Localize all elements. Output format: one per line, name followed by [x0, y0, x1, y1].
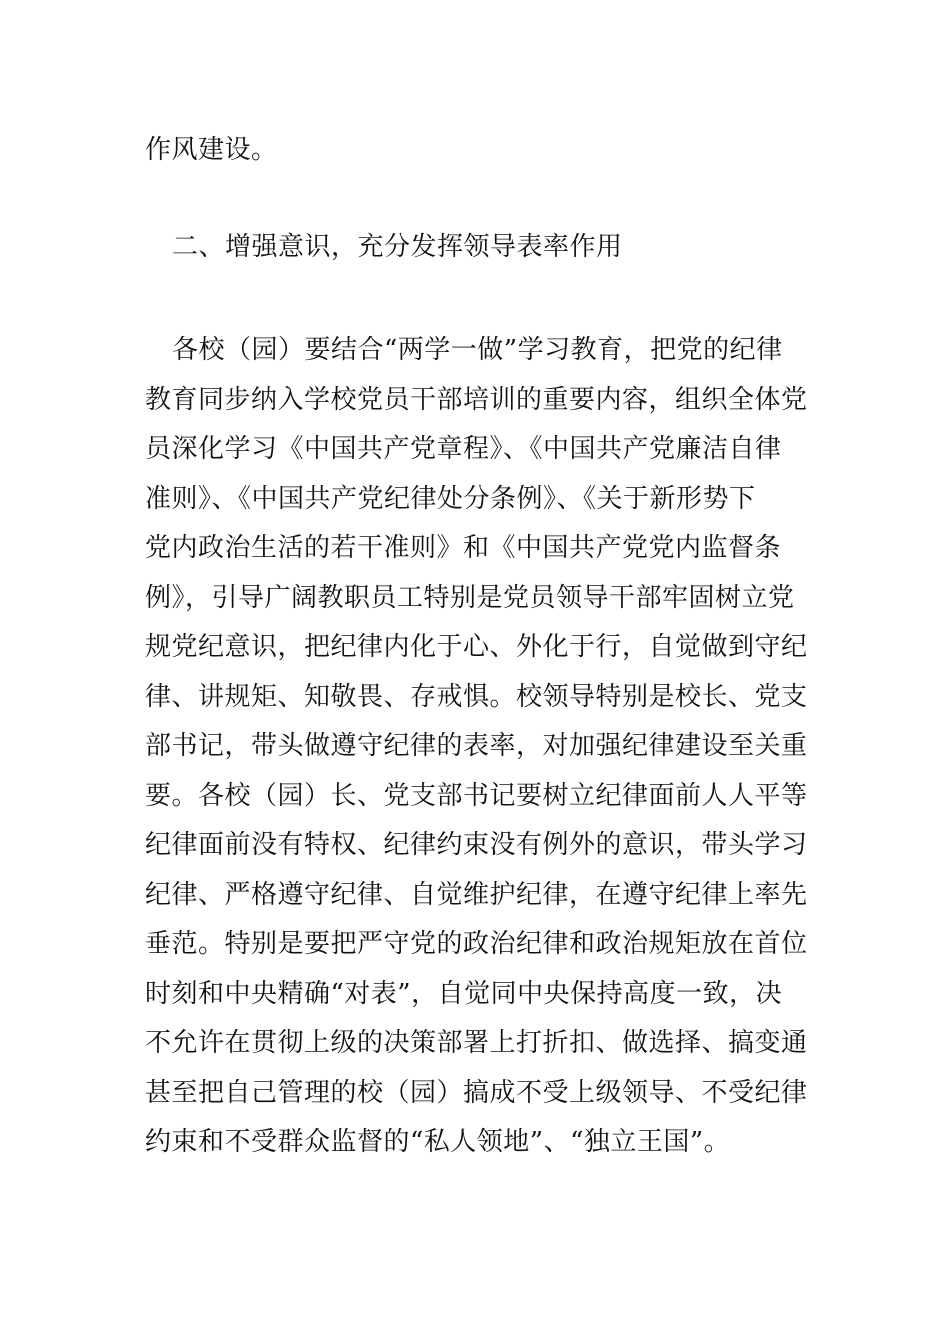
paragraph-line: 部书记，带头做遵守纪律的表率，对加强纪律建设至关重: [145, 731, 808, 761]
paragraph-line: 时刻和中央精确“对表”，自觉同中央保持高度一致，决: [145, 979, 783, 1009]
paragraph-line: 各校（园）要结合“两学一做”学习教育，把党的纪律: [172, 335, 783, 365]
paragraph-line: 纪律、严格遵守纪律、自觉维护纪律，在遵守纪律上率先: [145, 880, 808, 910]
paragraph-line: 纪律面前没有特权、纪律约束没有例外的意识，带头学习: [145, 830, 808, 860]
paragraph-line: 要。各校（园）长、党支部书记要树立纪律面前人人平等: [145, 781, 808, 811]
paragraph-line: 例》，引导广阔教职员工特别是党员领导干部牢固树立党: [145, 583, 795, 613]
paragraph-line: 甚至把自己管理的校（园）搞成不受上级领导、不受纪律: [145, 1078, 808, 1108]
paragraph-line: 规党纪意识，把纪律内化于心、外化于行，自觉做到守纪: [145, 632, 808, 662]
paragraph-line: 准则》、《中国共产党纪律处分条例》、《关于新形势下: [145, 484, 756, 514]
paragraph-line: 党内政治生活的若干准则》和《中国共产党党内监督条: [145, 533, 782, 563]
paragraph-line: 教育同步纳入学校党员干部培训的重要内容，组织全体党: [145, 385, 808, 415]
paragraph-line: 不允许在贯彻上级的决策部署上打折扣、做选择、搞变通: [145, 1028, 808, 1058]
continuation-text: 作风建设。: [145, 135, 278, 165]
paragraph-line: 垂范。特别是要把严守党的政治纪律和政治规矩放在首位: [145, 929, 808, 959]
section-heading: 二、增强意识，充分发挥领导表率作用: [172, 232, 623, 262]
paragraph-line: 约束和不受群众监督的“私人领地”、“独立王国”。: [145, 1127, 731, 1157]
paragraph-line: 员深化学习《中国共产党章程》、《中国共产党廉洁自律: [145, 434, 782, 464]
paragraph-line: 律、讲规矩、知敬畏、存戒惧。校领导特别是校长、党支: [145, 682, 808, 712]
